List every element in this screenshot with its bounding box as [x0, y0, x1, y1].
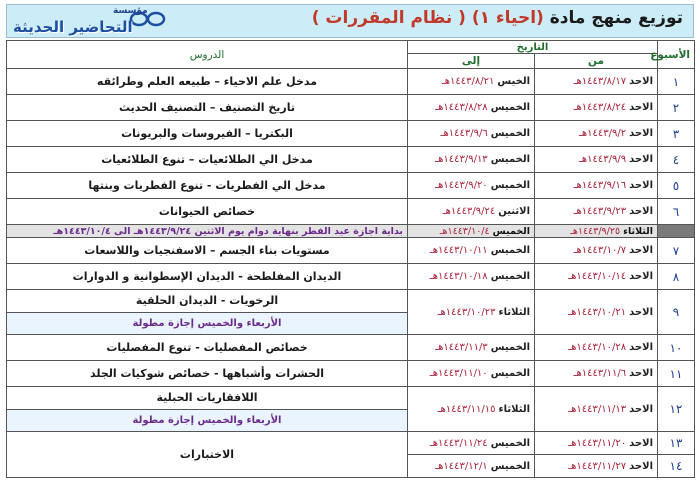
week-number: ١٣ [658, 432, 695, 455]
lesson-cell [7, 173, 408, 199]
lesson-cell [7, 147, 408, 173]
title-bar [6, 4, 694, 38]
to-date-cell: الخميس١٤٤٣/١٠/١٨هـ [408, 264, 535, 290]
table-row [7, 173, 695, 199]
holiday-note: بداية اجازة عيد الفطر بنهاية دوام يوم الاثنين ١٤٤٣/٩/٢٤هـ الى ١٤٤٣/١٠/٤هـ [7, 225, 408, 238]
table-body-first [7, 69, 695, 225]
week-number: ٧ [658, 238, 695, 264]
table-body-final [7, 432, 695, 478]
lesson-note: الأربعاء والخميس إجازة مطولة [7, 410, 407, 431]
to-date-cell: الخميس١٤٤٣/١٠/١١هـ [408, 238, 535, 264]
from-date-cell: الاحد١٤٤٣/٩/٢٣هـ [535, 199, 658, 225]
logo [9, 6, 169, 40]
holiday-from-cell: الثلاثاء ١٤٤٣/٩/٢٥هـ [535, 225, 658, 238]
lesson-cell [7, 69, 408, 95]
lesson-cell [7, 361, 408, 387]
from-date-cell: الاحد١٤٤٣/٩/١٦هـ [535, 173, 658, 199]
week-number: ٤ [658, 147, 695, 173]
to-date-cell: الخميس١٤٤٣/١٢/١هـ [408, 455, 535, 478]
lesson-title: البكتريا – الفيروسات والبريونات [121, 127, 293, 140]
title-system: ( نظام المقررات ) [311, 8, 466, 28]
from-date-cell: الاحد١٤٤٣/١١/٢٠هـ [535, 432, 658, 455]
lesson-note: الأربعاء والخميس إجازة مطولة [7, 313, 407, 334]
lesson-cell [7, 264, 408, 290]
lesson-cell [7, 199, 408, 225]
lesson-title: مدخل الي الفطريات - تنوع الفطريات وبنتها [88, 179, 326, 192]
lessons-header: الدروس [7, 41, 408, 69]
holiday-to-cell: الخميس ١٤٤٣/١٠/٤هـ [408, 225, 535, 238]
table-row [7, 432, 695, 455]
week-number: ٦ [658, 199, 695, 225]
lesson-title: اللافقاريات الحبلية [7, 387, 407, 410]
from-date-cell: الاحد١٤٤٣/١٠/٢١هـ [535, 290, 658, 335]
from-date-cell: الاحد١٤٤٣/١٠/٧هـ [535, 238, 658, 264]
lesson-cell [7, 238, 408, 264]
lesson-title: مستويات بناء الجسم – الاسفنجيات واللاسعات [84, 244, 330, 257]
week-header: الأسبوع [658, 41, 695, 69]
to-date-cell: الخميس١٤٤٣/١١/١٠هـ [408, 361, 535, 387]
from-date-cell: الاحد١٤٤٣/١١/١٣هـ [535, 387, 658, 432]
week-number: ١٢ [658, 387, 695, 432]
to-date-cell: الاثنين١٤٤٣/٩/٢٤هـ [408, 199, 535, 225]
to-date-cell: الخميس١٤٤٣/١١/٢٤هـ [408, 432, 535, 455]
from-header: من [535, 54, 658, 69]
page-title [312, 8, 683, 28]
week-number: ٢ [658, 95, 695, 121]
lesson-cell [7, 121, 408, 147]
table-row [7, 387, 695, 432]
week-number: ٩ [658, 290, 695, 335]
lesson-cell [7, 335, 408, 361]
from-date-cell: الاحد١٤٤٣/٩/٩هـ [535, 147, 658, 173]
table-body-second [7, 238, 695, 432]
table-row [7, 95, 695, 121]
from-date-cell: الاحد١٤٤٣/٨/١٧هـ [535, 69, 658, 95]
to-date-cell: الخميس١٤٤٣/٩/٦هـ [408, 121, 535, 147]
from-date-cell: الاحد١٤٤٣/١٠/١٤هـ [535, 264, 658, 290]
lesson-cell [7, 387, 408, 432]
week-number: ٥ [658, 173, 695, 199]
week-number: ٣ [658, 121, 695, 147]
lesson-title: تاريخ التصنيف – التصنيف الحديث [118, 101, 296, 114]
to-date-cell: الخميس١٤٤٣/١١/٣هـ [408, 335, 535, 361]
table-row [7, 238, 695, 264]
lesson-title: خصائص الحيوانات [158, 205, 256, 218]
lesson-title: الحشرات وأشباهها - خصائص شوكيات الجلد [90, 367, 324, 380]
holiday-body [7, 225, 695, 238]
table-row [7, 335, 695, 361]
table-row [7, 290, 695, 335]
week-number: ٨ [658, 264, 695, 290]
holiday-row [7, 225, 695, 238]
to-date-cell: الخميس١٤٤٣/٨/٢٨هـ [408, 95, 535, 121]
from-date-cell: الاحد١٤٤٣/٨/٢٤هـ [535, 95, 658, 121]
lesson-title: الديدان المفلطحة - الديدان الإسطوانية و الدوارات [72, 270, 342, 283]
from-date-cell: الاحد١٤٤٣/١١/٢٧هـ [535, 455, 658, 478]
table-row [7, 264, 695, 290]
from-date-cell: الاحد١٤٤٣/٩/٢هـ [535, 121, 658, 147]
title-subject: (احياء ١) [471, 8, 544, 28]
week-number: ١٠ [658, 335, 695, 361]
to-date-cell: الثلاثاء١٤٤٣/١٠/٢٣هـ [408, 290, 535, 335]
table-row [7, 199, 695, 225]
to-date-cell: الخميس١٤٤٣/٩/١٣هـ [408, 147, 535, 173]
table-row [7, 361, 695, 387]
from-date-cell: الاحد١٤٤٣/١١/٦هـ [535, 361, 658, 387]
table-row [7, 147, 695, 173]
table-row [7, 121, 695, 147]
logo-main-text: التحاضير الحديثة [13, 18, 133, 36]
week-number: ١١ [658, 361, 695, 387]
table-row [7, 69, 695, 95]
to-date-cell: الخميس١٤٤٣/٩/٢٠هـ [408, 173, 535, 199]
lesson-cell [7, 290, 408, 335]
week-number: ١ [658, 69, 695, 95]
holiday-week-cell [658, 225, 695, 238]
date-header: التاريخ [408, 41, 658, 54]
syllabus-table [6, 40, 695, 478]
title-prefix: توزيع منهج مادة [549, 8, 683, 28]
to-header: إلى [408, 54, 535, 69]
lesson-title: خصائص المفصليات - تنوع المفصليات [106, 341, 308, 354]
lesson-cell [7, 95, 408, 121]
lesson-title: مدخل الي الطلائعيات – تنوع الطلائعيات [101, 153, 313, 166]
lesson-title: الرخويات - الديدان الحلقية [7, 290, 407, 313]
to-date-cell: الثلاثاء١٤٤٣/١١/١٥هـ [408, 387, 535, 432]
to-date-cell: الخيس١٤٤٣/٨/٢١هـ [408, 69, 535, 95]
exams-cell: الاختبارات [7, 432, 408, 478]
week-number: ١٤ [658, 455, 695, 478]
from-date-cell: الاحد١٤٤٣/١٠/٢٨هـ [535, 335, 658, 361]
logo-small-text: مؤسسة [113, 6, 148, 16]
lesson-title: مدخل علم الاحياء – طبيعه العلم وطرائقه [96, 75, 318, 88]
